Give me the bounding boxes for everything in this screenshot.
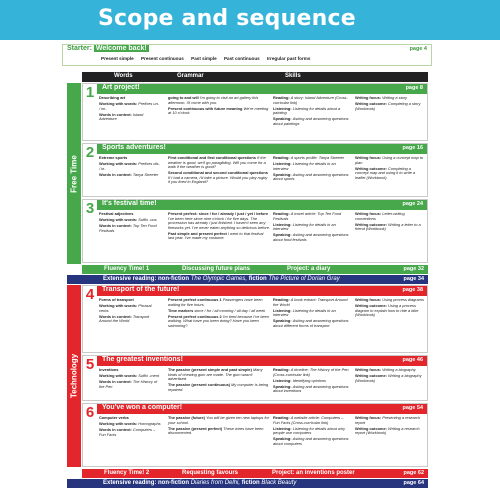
- entry-text: These wires have been disconnected.: [168, 425, 264, 436]
- unit-entry: [355, 304, 425, 318]
- unit-entry: [99, 380, 161, 389]
- fiction-title: Black Beauty: [261, 480, 297, 486]
- unit-entry: [99, 422, 161, 427]
- unit-title-bar: [97, 84, 427, 94]
- unit-skills-column: [273, 368, 351, 395]
- entry-text: Presenting a research report: [355, 415, 421, 425]
- entry-heading: Writing outcome:: [355, 221, 387, 227]
- unit-words-column: [99, 212, 161, 235]
- unit-entry: [355, 102, 425, 111]
- unit-entry: [355, 167, 425, 181]
- extensive-reading-line: [103, 480, 296, 486]
- entry-heading: Festival adjectives: [99, 211, 134, 216]
- entry-heading: Words in context:: [99, 111, 132, 117]
- unit-entry: [168, 383, 270, 392]
- entry-text: Island Adventure: [99, 111, 144, 122]
- unit-writing-column: [355, 96, 425, 113]
- fluency-topic: Requesting favours: [182, 470, 239, 476]
- starter-item: Irregular past forms: [266, 56, 311, 61]
- unit-entry: [355, 298, 425, 303]
- unit-entry: [168, 315, 270, 329]
- unit-number: 5: [85, 356, 95, 373]
- unit-title: Transport of the future!: [102, 286, 180, 293]
- entry-heading: Reading:: [273, 415, 290, 420]
- unit-row: [82, 285, 428, 353]
- unit-entry: [168, 96, 270, 105]
- entry-heading: Writing focus:: [355, 155, 382, 160]
- entry-heading: Speaking:: [273, 318, 292, 324]
- unit-entry: [355, 156, 425, 165]
- entry-heading: Words in context:: [99, 426, 132, 432]
- unit-entry: [99, 416, 161, 421]
- entry-text: I'm going to visit an art gallery this afternoon. I'll come with you.: [168, 95, 259, 105]
- fluency-page: page 32: [403, 266, 424, 272]
- entry-text: A book extract: Transport Around the World: [273, 297, 348, 307]
- entry-text: Completing a concept map and using it to write a leaflet (Workbook): [355, 165, 416, 180]
- entry-heading: Listening:: [273, 377, 292, 383]
- entry-heading: Second conditional and second conditional questions: [168, 170, 268, 176]
- entry-text: Listening for details about a painting: [273, 105, 341, 116]
- unit-page: page 38: [402, 287, 423, 293]
- unit-entry: [99, 304, 161, 313]
- unit-entry: [273, 385, 351, 394]
- unit-entry: [355, 212, 425, 221]
- unit-entry: [99, 224, 161, 233]
- unit-entry: [355, 427, 425, 436]
- unit-number: 1: [85, 84, 95, 101]
- unit-skills-column: [273, 212, 351, 244]
- unit-entry: [273, 212, 351, 221]
- unit-page: page 16: [402, 145, 423, 151]
- unit-entry: [273, 427, 351, 436]
- fiction-word: fiction: [248, 276, 267, 282]
- unit-entry: [99, 162, 161, 171]
- unit-entry: [355, 223, 425, 232]
- entry-heading: Time markers: [168, 307, 194, 313]
- entry-text: Writing a story: [382, 95, 408, 100]
- entry-text: Asking and answering questions about food festivals: [273, 232, 349, 242]
- unit-entry: [99, 96, 161, 101]
- unit-entry: [99, 173, 161, 178]
- fiction-word: fiction: [241, 480, 260, 486]
- unit-page: page 46: [402, 357, 423, 363]
- unit-entry: [273, 319, 351, 328]
- entry-text: Listening for details in an interview: [273, 160, 336, 171]
- fluency-page: page 62: [403, 470, 424, 476]
- entry-text: We're meeting at 10 o'clock.: [168, 105, 269, 116]
- unit-entry: [273, 416, 351, 425]
- entry-text: The History of the Pen: [99, 378, 158, 389]
- entry-heading: Writing focus:: [355, 415, 382, 420]
- unit-title: It's festival time!: [102, 200, 157, 207]
- unit-row: [82, 355, 428, 401]
- entry-text: Identifying opinions: [292, 377, 326, 383]
- unit-page: page 8: [405, 85, 423, 91]
- entry-text: Using a process diagram to explain how to ride a bike (Workbook): [355, 302, 419, 318]
- unit-entry: [273, 368, 351, 377]
- entry-text: Phrasal verbs: [99, 302, 152, 313]
- unit-entry: [99, 212, 161, 217]
- entry-heading: Listening:: [273, 307, 292, 313]
- entry-heading: Speaking:: [273, 436, 292, 442]
- unit-entry: [99, 113, 161, 122]
- starter-label: Starter:: [67, 45, 92, 52]
- entry-text: Writing a research report (Workbook): [355, 425, 420, 436]
- unit-row: [82, 403, 428, 467]
- entry-text: Passengers have been waiting for five hours.: [168, 297, 263, 307]
- unit-title: You've won a computer!: [102, 404, 183, 411]
- entry-heading: Listening:: [273, 221, 292, 227]
- unit-entry: [168, 427, 270, 436]
- entry-heading: The passive (present perfect): [168, 425, 223, 431]
- unit-entry: [273, 233, 351, 242]
- entry-text: Computers – Fun Facts: [99, 426, 156, 437]
- entry-text: If the weather is good, we'll go paragliding. Will you come for a walk if the weather is good?: [168, 155, 266, 170]
- entry-text: Listening for details about why people use computers: [273, 425, 346, 436]
- entry-heading: Reading:: [273, 211, 290, 216]
- unit-writing-column: [355, 212, 425, 233]
- unit-entry: [273, 162, 351, 171]
- entry-text: since / for / all morning / all day / all week: [194, 307, 266, 313]
- unit-entry: [168, 368, 270, 382]
- entry-text: Suffix -ous: [138, 216, 157, 222]
- fluency-time-2-bar: [82, 469, 428, 478]
- entry-heading: Speaking:: [273, 232, 292, 238]
- starter-item: Present simple: [101, 56, 134, 61]
- starter-unit-title: Welcome back!: [95, 45, 147, 52]
- entry-heading: Writing outcome:: [355, 302, 387, 308]
- unit-entry: [273, 379, 351, 384]
- extensive-lead: Extensive reading: non-fiction: [103, 276, 190, 282]
- unit-entry: [273, 156, 351, 161]
- page-title: Scope and sequence: [98, 6, 356, 31]
- unit-skills-column: [273, 96, 351, 128]
- unit-writing-column: [355, 298, 425, 319]
- entry-heading: Forms of transport: [99, 297, 134, 302]
- column-header-skills: Skills: [285, 73, 301, 79]
- entry-heading: Writing outcome:: [355, 165, 387, 171]
- unit-title-bar: [97, 404, 427, 414]
- starter-item: Past simple: [191, 56, 217, 61]
- unit-entry: [355, 368, 425, 373]
- unit-entry: [273, 309, 351, 318]
- starter-grammar-list: [101, 56, 316, 61]
- unit-entry: [99, 428, 161, 437]
- unit-words-column: [99, 156, 161, 179]
- entry-heading: Writing focus:: [355, 367, 382, 372]
- unit-entry: [168, 416, 270, 425]
- column-header-grammar: Grammar: [177, 73, 204, 79]
- entry-heading: The passive (present simple and past simple): [168, 367, 252, 372]
- unit-number: 2: [85, 144, 95, 161]
- fluency-label: Fluency Time! 1: [104, 266, 150, 272]
- entry-text: Letter-writing conventions: [355, 211, 405, 221]
- fluency-project: Project: a diary: [287, 266, 331, 272]
- section-label-free-time: Free Time: [69, 154, 79, 193]
- unit-entry: [355, 96, 425, 101]
- unit-entry: [355, 416, 425, 425]
- unit-entry: [273, 96, 351, 105]
- unit-writing-column: [355, 368, 425, 385]
- entry-text: Using process diagrams: [382, 297, 424, 302]
- unit-row: [82, 143, 428, 197]
- starter-box: [62, 44, 432, 66]
- unit-grammar-column: [168, 156, 270, 186]
- entry-heading: Present perfect continuous 1: [168, 297, 222, 302]
- unit-grammar-column: [168, 416, 270, 437]
- unit-skills-column: [273, 156, 351, 183]
- unit-title-bar: [97, 144, 427, 154]
- fluency-time-1-bar: [82, 265, 428, 274]
- entry-text: Transport Around the World: [99, 313, 150, 324]
- unit-writing-column: [355, 156, 425, 182]
- unit-number: 4: [85, 286, 95, 303]
- entry-heading: Working with words:: [99, 302, 138, 308]
- entry-text: Listening for details in an interview: [273, 221, 336, 232]
- entry-heading: Working with words:: [99, 372, 138, 378]
- unit-words-column: [99, 416, 161, 439]
- entry-heading: Present perfect: since / for / already / just / yet / before: [168, 211, 269, 216]
- unit-entry: [168, 298, 270, 307]
- entry-text: Asking and answering questions about inventions: [273, 383, 349, 394]
- entry-heading: Inventions: [99, 367, 119, 372]
- section-band-technology: [67, 285, 81, 467]
- entry-heading: Words in context:: [99, 171, 132, 177]
- entry-heading: Reading:: [273, 367, 290, 372]
- unit-title: The greatest inventions!: [102, 356, 183, 363]
- entry-text: A travel article: Top Ten Food Festivals: [273, 211, 342, 221]
- unit-entry: [273, 117, 351, 126]
- entry-text: Completing a story (Workbook): [355, 100, 421, 111]
- unit-entry: [355, 374, 425, 383]
- entry-text: Using a concept map to plan: [355, 155, 424, 165]
- extensive-page: page 34: [403, 276, 424, 282]
- entry-text: Prefixes dis- / in-: [99, 160, 160, 171]
- entry-heading: Present continuous with future meaning: [168, 105, 243, 111]
- entry-heading: Writing outcome:: [355, 425, 387, 431]
- fiction-title: The Picture of Dorian Gray: [268, 276, 340, 282]
- entry-text: Many kinds of chewing gum are made. The gum wasn't advertised.: [168, 367, 263, 382]
- unit-skills-column: [273, 298, 351, 330]
- entry-heading: Words in context:: [99, 313, 132, 319]
- entry-heading: The passive (present continuous): [168, 382, 231, 388]
- unit-page: page 24: [402, 201, 423, 207]
- extensive-lead: Extensive reading: non-fiction: [103, 480, 190, 486]
- unit-row: [82, 199, 428, 263]
- unit-grammar-column: [168, 96, 270, 117]
- unit-entry: [273, 437, 351, 446]
- section-band-free-time: [67, 83, 81, 264]
- unit-entry: [273, 298, 351, 307]
- entry-heading: Extreme sports: [99, 155, 128, 160]
- unit-entry: [99, 218, 161, 223]
- entry-text: Asking and answering questions about paintings: [273, 116, 349, 126]
- entry-text: Prefixes un- / im-: [99, 100, 160, 111]
- unit-entry: [273, 223, 351, 232]
- starter-page: page 4: [409, 46, 427, 52]
- unit-entry: [99, 156, 161, 161]
- entry-heading: Writing outcome:: [355, 372, 387, 378]
- entry-heading: Reading:: [273, 155, 290, 160]
- unit-grammar-column: [168, 212, 270, 242]
- unit-number: 6: [85, 404, 95, 421]
- unit-title-bar: [97, 286, 427, 296]
- unit-title: Art project!: [102, 84, 140, 91]
- entry-heading: Speaking:: [273, 383, 292, 389]
- entry-heading: Words in context:: [99, 378, 132, 384]
- unit-entry: [273, 107, 351, 116]
- unit-entry: [99, 315, 161, 324]
- unit-title-bar: [97, 356, 427, 366]
- entry-text: Top Ten Food Festivals: [99, 222, 157, 233]
- entry-heading: Reading:: [273, 297, 290, 302]
- entry-text: Suffix -ment: [138, 372, 160, 378]
- extensive-reading-2-bar: [67, 479, 428, 488]
- unit-entry: [168, 212, 270, 230]
- unit-entry: [273, 173, 351, 182]
- unit-grammar-column: [168, 368, 270, 394]
- entry-text: A website article: Computers – Fun Facts (Cross-curricular link): [273, 415, 344, 425]
- entry-text: I'm tired because I've been walking. What have you been doing? Have you been swimming?: [168, 313, 269, 328]
- unit-entry: [99, 374, 161, 379]
- entry-text: Asking and answering questions about different forms of transport: [273, 318, 349, 328]
- column-header-words: Words: [114, 73, 133, 79]
- entry-text: Homographs: [138, 420, 161, 426]
- entry-heading: Speaking:: [273, 116, 292, 122]
- fluency-label: Fluency Time! 2: [104, 470, 150, 476]
- unit-entry: [168, 309, 270, 314]
- entry-text: Asking and answering questions about sports: [273, 171, 349, 182]
- starter-item: Past continuous: [223, 56, 260, 61]
- unit-words-column: [99, 368, 161, 391]
- extensive-page: page 64: [403, 480, 424, 486]
- column-header-bar: [82, 72, 428, 82]
- entry-text: I went to that festival last year. I've made my costume.: [168, 230, 264, 241]
- unit-entry: [99, 368, 161, 373]
- entry-heading: Past simple and present perfect: [168, 230, 227, 236]
- unit-writing-column: [355, 416, 425, 437]
- entry-heading: Words in context:: [99, 222, 132, 228]
- unit-page: page 54: [402, 405, 423, 411]
- entry-text: Writing a letter to a friend (Workbook): [355, 221, 421, 232]
- extensive-reading-1-bar: [67, 275, 428, 284]
- entry-heading: going to and will: [168, 95, 199, 100]
- page-header: [0, 0, 500, 40]
- entry-heading: Working with words:: [99, 160, 138, 166]
- entry-text: I've been here since nine o'clock / for five days. The procession has already / just finished. I haven't seen any fireworks yet. I've never eaten anything so delicious before.: [168, 215, 270, 230]
- entry-text: You will be given ten new laptops for your school.: [168, 415, 269, 425]
- entry-text: A sports profile: Tanya Streeter: [290, 155, 345, 160]
- entry-heading: Working with words:: [99, 216, 138, 222]
- starter-title: [67, 45, 149, 52]
- unit-grammar-column: [168, 298, 270, 330]
- nonfiction-title: The Olympic Games,: [190, 276, 248, 282]
- entry-heading: Present perfect continuous 2: [168, 313, 222, 319]
- entry-heading: Writing focus:: [355, 211, 382, 216]
- unit-words-column: [99, 298, 161, 325]
- entry-text: A story: Island Adventure (Cross-curricular link): [273, 95, 348, 105]
- nonfiction-title: Diaries from Delhi,: [190, 480, 241, 486]
- entry-heading: Listening:: [273, 105, 292, 111]
- entry-text: My computer is being repaired.: [168, 382, 269, 392]
- unit-entry: [168, 232, 270, 241]
- entry-heading: Writing focus:: [355, 297, 382, 302]
- fluency-topic: Discussing future plans: [182, 266, 251, 272]
- unit-skills-column: [273, 416, 351, 448]
- entry-heading: Working with words:: [99, 420, 138, 426]
- unit-title-bar: [97, 200, 427, 210]
- entry-heading: Writing outcome:: [355, 100, 387, 106]
- entry-heading: Listening:: [273, 425, 292, 431]
- entry-text: If I had a camera, I'd take a picture. Would you play rugby if you lived in England?: [168, 174, 268, 185]
- entry-heading: Working with words:: [99, 100, 138, 106]
- section-label-technology: Technology: [69, 353, 79, 399]
- entry-text: A timeline: The History of the Pen (Cross-curricular link): [273, 367, 349, 377]
- unit-entry: [99, 298, 161, 303]
- entry-heading: Describing art: [99, 95, 126, 100]
- entry-heading: Reading:: [273, 95, 290, 100]
- entry-heading: Writing focus:: [355, 95, 382, 100]
- unit-entry: [168, 171, 270, 185]
- entry-heading: Speaking:: [273, 171, 292, 177]
- unit-row: [82, 83, 428, 141]
- extensive-reading-line: [103, 276, 340, 282]
- entry-heading: Computer verbs: [99, 415, 129, 420]
- entry-heading: First conditional and first conditional questions: [168, 155, 256, 160]
- unit-entry: [99, 102, 161, 111]
- unit-entry: [168, 156, 270, 170]
- unit-title: Sports adventures!: [102, 144, 166, 151]
- unit-number: 3: [85, 200, 95, 217]
- entry-text: Listening for details in an interview: [273, 307, 336, 318]
- entry-text: Writing a biography (Workbook): [355, 372, 422, 383]
- unit-entry: [168, 107, 270, 116]
- entry-heading: Listening:: [273, 160, 292, 166]
- fluency-project: Project: an inventions poster: [272, 470, 355, 476]
- entry-heading: The passive (future): [168, 415, 205, 420]
- unit-words-column: [99, 96, 161, 123]
- starter-item: Present continuous: [140, 56, 184, 61]
- entry-text: Asking and answering questions about computers: [273, 436, 349, 446]
- entry-text: Writing a biography: [382, 367, 416, 372]
- entry-text: Tanya Streeter: [132, 171, 159, 177]
